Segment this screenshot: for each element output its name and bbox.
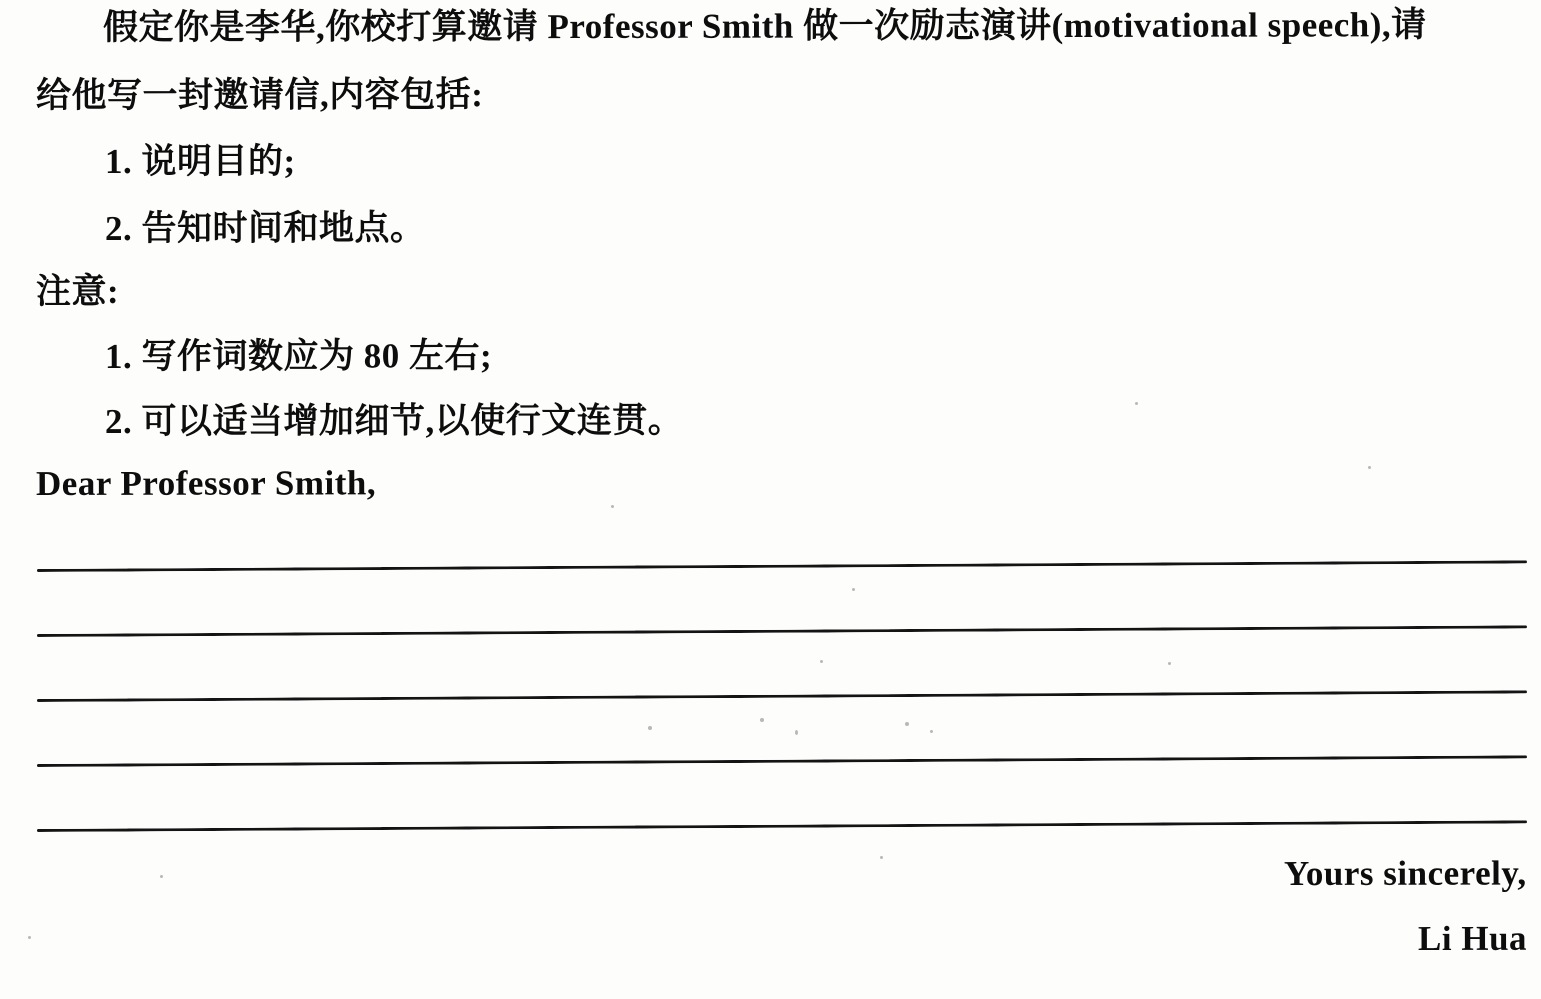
- content-point-2: 2. 告知时间和地点。: [104, 208, 426, 248]
- scan-speckle: [795, 730, 798, 735]
- answer-line: [37, 560, 1527, 572]
- scan-speckle: [28, 936, 31, 939]
- scan-speckle: [880, 856, 883, 859]
- answer-line: [37, 820, 1527, 832]
- content-point-1: 1. 说明目的;: [104, 141, 296, 181]
- scan-speckle: [1368, 466, 1371, 469]
- prompt-intro-line-2: 给他写一封邀请信,内容包括:: [35, 75, 484, 115]
- scan-speckle: [930, 730, 933, 733]
- notice-item-2: 2. 可以适当增加细节,以使行文连贯。: [104, 400, 684, 441]
- letter-signature: Li Hua: [1417, 918, 1528, 958]
- letter-closing: Yours sincerely,: [1284, 853, 1528, 893]
- scan-speckle: [648, 726, 652, 730]
- answer-line: [37, 625, 1527, 637]
- answer-line: [37, 690, 1527, 702]
- scan-speckle: [1135, 402, 1138, 405]
- scan-speckle: [905, 722, 909, 726]
- scan-speckle: [611, 505, 614, 508]
- scan-speckle: [820, 660, 823, 663]
- scan-speckle: [760, 718, 764, 722]
- notice-item-1: 1. 写作词数应为 80 左右;: [104, 336, 493, 376]
- scan-speckle: [160, 875, 163, 878]
- prompt-intro-line-1: 假定你是李华,你校打算邀请 Professor Smith 做一次励志演讲(motivational speech),请: [102, 5, 1427, 47]
- letter-salutation: Dear Professor Smith,: [35, 463, 377, 503]
- scan-speckle: [1168, 662, 1171, 665]
- notice-label: 注意:: [35, 271, 120, 311]
- scan-speckle: [852, 588, 855, 591]
- answer-line: [37, 755, 1527, 767]
